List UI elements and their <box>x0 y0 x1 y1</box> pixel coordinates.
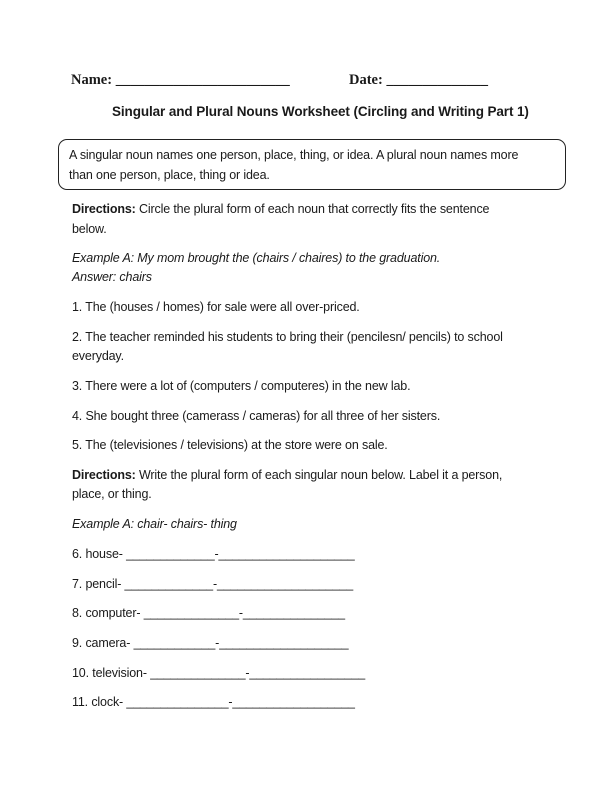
question-4: 4. She bought three (camerass / cameras) for all three of her sisters. <box>72 409 441 423</box>
part2-directions-label: Directions: <box>72 468 136 482</box>
question-11: 11. clock- _______________-__________________ <box>72 695 355 709</box>
question-5: 5. The (televisiones / televisions) at the store were on sale. <box>72 438 388 452</box>
part1-directions-label: Directions: <box>72 202 136 216</box>
part1-example: Example A: My mom brought the (chairs / chaires) to the graduation. <box>72 251 441 265</box>
definition-line-2: than one person, place, thing or idea. <box>69 168 270 182</box>
question-3: 3. There were a lot of (computers / computeres) in the new lab. <box>72 379 411 393</box>
part2-directions-line-2: place, or thing. <box>72 487 152 501</box>
date-line <box>349 72 488 89</box>
question-10: 10. television- ______________-_________________ <box>72 666 366 680</box>
question-2: 2. The teacher reminded his students to bring their (pencilesn/ pencils) to school <box>72 330 503 344</box>
part2-directions <box>72 468 502 482</box>
part1-directions-text: Circle the plural form of each noun that correctly fits the sentence <box>135 202 490 216</box>
name-line <box>71 72 290 89</box>
name-blank: ________________________ <box>115 72 290 88</box>
question-9: 9. camera- ____________-___________________ <box>72 636 349 650</box>
question-2-line-2: everyday. <box>72 349 124 363</box>
definition-line-1: A singular noun names one person, place, thing, or idea. A plural noun names more <box>69 148 519 162</box>
name-label: Name: <box>71 72 113 88</box>
date-label: Date: <box>349 72 383 88</box>
part1-answer: Answer: chairs <box>72 270 152 284</box>
question-6: 6. house- _____________-____________________ <box>72 547 355 561</box>
question-8: 8. computer- ______________-_______________ <box>72 606 345 620</box>
question-7: 7. pencil- _____________-____________________ <box>72 577 354 591</box>
part2-directions-text: Write the plural form of each singular noun below. Label it a person, <box>135 468 503 482</box>
part2-example: Example A: chair- chairs- thing <box>72 517 237 531</box>
question-1: 1. The (houses / homes) for sale were all over-priced. <box>72 300 360 314</box>
definition-box <box>58 139 566 190</box>
date-blank: ______________ <box>386 72 488 88</box>
worksheet-title: Singular and Plural Nouns Worksheet (Circling and Writing Part 1) <box>112 104 529 119</box>
part1-directions <box>72 202 489 216</box>
part1-directions-line-2: below. <box>72 222 107 236</box>
